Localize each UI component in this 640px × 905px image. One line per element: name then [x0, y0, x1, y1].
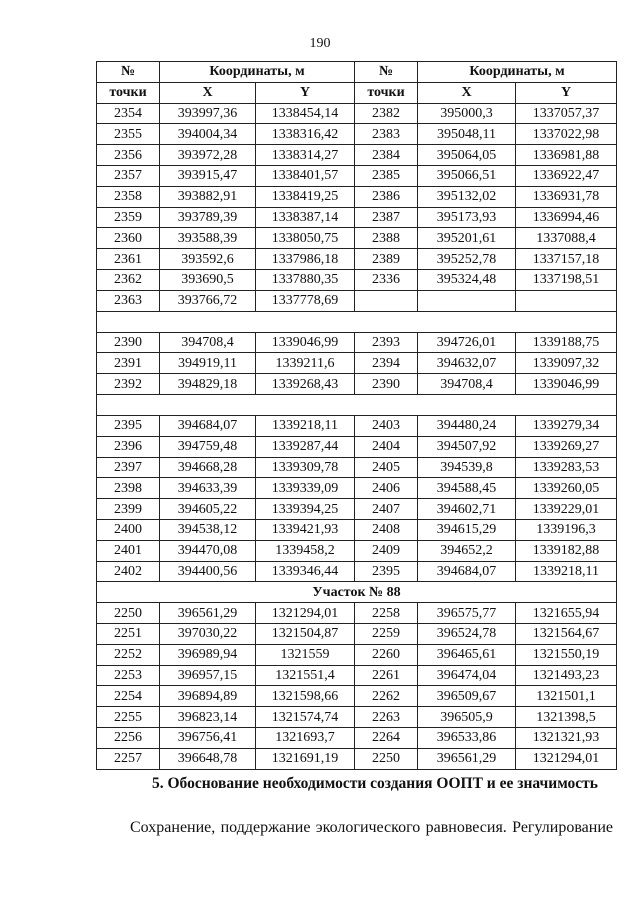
table-cell — [418, 290, 516, 311]
table-cell: 396474,04 — [418, 665, 516, 686]
table-cell: 2251 — [97, 623, 160, 644]
table-cell: 1338314,27 — [256, 145, 355, 166]
table-cell: 2354 — [97, 103, 160, 124]
table-cell: 2252 — [97, 644, 160, 665]
table-cell: 1338454,14 — [256, 103, 355, 124]
table-cell: 394668,28 — [160, 457, 256, 478]
table-cell: 393766,72 — [160, 290, 256, 311]
table-cell: 394605,22 — [160, 499, 256, 520]
table-cell: 2362 — [97, 269, 160, 290]
table-cell: 394632,07 — [418, 353, 516, 374]
table-cell: 2355 — [97, 124, 160, 145]
table-cell: 1321493,23 — [516, 665, 617, 686]
table-cell: 1339211,6 — [256, 353, 355, 374]
table-cell: 395173,93 — [418, 207, 516, 228]
table-row — [97, 748, 617, 769]
table-cell: 1336922,47 — [516, 165, 617, 186]
table-cell: 1321574,74 — [256, 707, 355, 728]
table-cell: 2401 — [97, 540, 160, 561]
table-cell: 393972,28 — [160, 145, 256, 166]
table-cell: 1336994,46 — [516, 207, 617, 228]
table-cell: 2360 — [97, 228, 160, 249]
table-row — [97, 561, 617, 582]
table-cell: 1321655,94 — [516, 603, 617, 624]
table-row — [97, 540, 617, 561]
table-cell: 2261 — [355, 665, 418, 686]
table-cell: 2396 — [97, 436, 160, 457]
table-cell: 396756,41 — [160, 727, 256, 748]
table-cell: 2254 — [97, 686, 160, 707]
table-cell: 395066,51 — [418, 165, 516, 186]
table-cell — [355, 290, 418, 311]
table-cell: 2395 — [97, 415, 160, 436]
table-cell: 2357 — [97, 165, 160, 186]
table-row — [97, 519, 617, 540]
header-num-sub: точки — [97, 82, 160, 103]
table-cell: 1339309,78 — [256, 457, 355, 478]
table-cell: 395048,11 — [418, 124, 516, 145]
table-row — [97, 228, 617, 249]
table-cell: 393997,36 — [160, 103, 256, 124]
table-row — [97, 103, 617, 124]
table-cell: 393690,5 — [160, 269, 256, 290]
table-cell: 1338419,25 — [256, 186, 355, 207]
table-cell: 2255 — [97, 707, 160, 728]
table-cell: 2385 — [355, 165, 418, 186]
table-cell: 2258 — [355, 603, 418, 624]
table-row — [97, 353, 617, 374]
table-cell: 394602,71 — [418, 499, 516, 520]
table-cell: 1339279,34 — [516, 415, 617, 436]
table-cell: 2250 — [97, 603, 160, 624]
table-cell: 2400 — [97, 519, 160, 540]
table-cell: 1321550,19 — [516, 644, 617, 665]
header-x: X — [418, 82, 516, 103]
table-cell: 1338401,57 — [256, 165, 355, 186]
table-cell: 1339394,25 — [256, 499, 355, 520]
table-row — [97, 727, 617, 748]
table-cell: 2408 — [355, 519, 418, 540]
table-cell: 2398 — [97, 478, 160, 499]
table-spacer-cell — [97, 311, 617, 332]
table-cell: 394615,29 — [418, 519, 516, 540]
table-row — [97, 207, 617, 228]
table-cell: 394919,11 — [160, 353, 256, 374]
table-row — [97, 269, 617, 290]
table-cell: 394759,48 — [160, 436, 256, 457]
table-cell: 2260 — [355, 644, 418, 665]
table-cell: 394652,2 — [418, 540, 516, 561]
table-cell: 1339458,2 — [256, 540, 355, 561]
table-cell: 1321693,7 — [256, 727, 355, 748]
table-row — [97, 665, 617, 686]
section-title: Участок № 88 — [97, 582, 617, 603]
table-cell: 395201,61 — [418, 228, 516, 249]
table-cell: 1337778,69 — [256, 290, 355, 311]
table-cell: 1321691,19 — [256, 748, 355, 769]
table-cell: 1321598,66 — [256, 686, 355, 707]
table-cell: 2397 — [97, 457, 160, 478]
table-cell: 1339260,05 — [516, 478, 617, 499]
table-cell: 2384 — [355, 145, 418, 166]
table-cell: 1337157,18 — [516, 249, 617, 270]
table-cell: 394538,12 — [160, 519, 256, 540]
table-cell: 2259 — [355, 623, 418, 644]
table-cell: 396823,14 — [160, 707, 256, 728]
table-cell: 393588,39 — [160, 228, 256, 249]
table-cell: 1337880,35 — [256, 269, 355, 290]
table-cell: 397030,22 — [160, 623, 256, 644]
table-cell: 395064,05 — [418, 145, 516, 166]
table-cell — [516, 290, 617, 311]
table-row — [97, 686, 617, 707]
table-cell: 2336 — [355, 269, 418, 290]
table-cell: 1339229,01 — [516, 499, 617, 520]
table-cell: 396509,67 — [418, 686, 516, 707]
table-cell: 396533,86 — [418, 727, 516, 748]
table-row — [97, 603, 617, 624]
table-row — [97, 145, 617, 166]
table-cell: 394588,45 — [418, 478, 516, 499]
table-cell: 1339283,53 — [516, 457, 617, 478]
table-cell: 1339046,99 — [516, 374, 617, 395]
table-cell: 2390 — [355, 374, 418, 395]
table-cell: 396575,77 — [418, 603, 516, 624]
table-cell: 2256 — [97, 727, 160, 748]
header-y: Y — [256, 82, 355, 103]
table-cell: 2263 — [355, 707, 418, 728]
table-cell: 1339182,88 — [516, 540, 617, 561]
table-cell: 2250 — [355, 748, 418, 769]
table-row — [97, 249, 617, 270]
table-cell: 394539,8 — [418, 457, 516, 478]
table-row — [97, 644, 617, 665]
table-cell: 2386 — [355, 186, 418, 207]
section-title-row — [97, 582, 617, 603]
table-cell: 394470,08 — [160, 540, 256, 561]
table-row — [97, 124, 617, 145]
table-cell: 395132,02 — [418, 186, 516, 207]
table-cell: 2405 — [355, 457, 418, 478]
table-cell: 1336931,78 — [516, 186, 617, 207]
table-spacer-row — [97, 311, 617, 332]
table-cell: 396648,78 — [160, 748, 256, 769]
table-cell: 393789,39 — [160, 207, 256, 228]
table-cell: 1337022,98 — [516, 124, 617, 145]
header-coords: Координаты, м — [160, 62, 355, 83]
table-cell: 2391 — [97, 353, 160, 374]
table-row — [97, 457, 617, 478]
table-cell: 1339218,11 — [516, 561, 617, 582]
table-cell: 2394 — [355, 353, 418, 374]
table-cell: 1337057,37 — [516, 103, 617, 124]
table-cell: 1339269,27 — [516, 436, 617, 457]
table-cell: 2404 — [355, 436, 418, 457]
table-cell: 1321294,01 — [516, 748, 617, 769]
table-cell: 2264 — [355, 727, 418, 748]
header-num-sub: точки — [355, 82, 418, 103]
table-cell: 1337986,18 — [256, 249, 355, 270]
table-cell: 2395 — [355, 561, 418, 582]
table-cell: 1321559 — [256, 644, 355, 665]
table-cell: 393915,47 — [160, 165, 256, 186]
section-heading: 5. Обоснование необходимости создания ООПТ и ее значимость — [152, 775, 598, 792]
table-cell: 394633,39 — [160, 478, 256, 499]
table-row — [97, 165, 617, 186]
table-cell: 2363 — [97, 290, 160, 311]
table-row — [97, 623, 617, 644]
table-cell: 1339346,44 — [256, 561, 355, 582]
table-cell: 1321551,4 — [256, 665, 355, 686]
table-cell: 2257 — [97, 748, 160, 769]
table-cell: 394708,4 — [418, 374, 516, 395]
table-cell: 2388 — [355, 228, 418, 249]
table-cell: 1339196,3 — [516, 519, 617, 540]
table-cell: 394004,34 — [160, 124, 256, 145]
table-cell: 1339287,44 — [256, 436, 355, 457]
table-cell: 2382 — [355, 103, 418, 124]
table-cell: 2361 — [97, 249, 160, 270]
table-cell: 1321398,5 — [516, 707, 617, 728]
table-cell: 393592,6 — [160, 249, 256, 270]
table-cell: 1339268,43 — [256, 374, 355, 395]
table-cell: 2392 — [97, 374, 160, 395]
table-cell: 396561,29 — [160, 603, 256, 624]
table-cell: 2262 — [355, 686, 418, 707]
table-cell: 2358 — [97, 186, 160, 207]
table-cell: 1337088,4 — [516, 228, 617, 249]
header-num: № — [355, 62, 418, 83]
table-cell: 395324,48 — [418, 269, 516, 290]
table-cell: 1321294,01 — [256, 603, 355, 624]
body-paragraph: Сохранение, поддержание экологического равновесия. Регулирование — [130, 819, 613, 836]
table-cell: 2402 — [97, 561, 160, 582]
table-row — [97, 436, 617, 457]
table-cell: 2406 — [355, 478, 418, 499]
header-coords: Координаты, м — [418, 62, 617, 83]
table-cell: 1339097,32 — [516, 353, 617, 374]
table-cell: 2407 — [355, 499, 418, 520]
table-cell: 1338387,14 — [256, 207, 355, 228]
table-cell: 1321321,93 — [516, 727, 617, 748]
table-cell: 1338316,42 — [256, 124, 355, 145]
table-cell: 2389 — [355, 249, 418, 270]
table-row — [97, 478, 617, 499]
table-cell: 394726,01 — [418, 332, 516, 353]
table-cell: 396465,61 — [418, 644, 516, 665]
table-cell: 2399 — [97, 499, 160, 520]
table-cell: 394684,07 — [418, 561, 516, 582]
table-cell: 2393 — [355, 332, 418, 353]
table-cell: 1321564,67 — [516, 623, 617, 644]
coordinates-table — [96, 61, 617, 770]
table-body — [97, 103, 617, 769]
table-cell: 396989,94 — [160, 644, 256, 665]
table-cell: 1321504,87 — [256, 623, 355, 644]
table-cell: 396894,89 — [160, 686, 256, 707]
table-cell: 394708,4 — [160, 332, 256, 353]
page-number: 190 — [309, 36, 331, 51]
table-cell: 393882,91 — [160, 186, 256, 207]
table-row — [97, 186, 617, 207]
table-cell: 2359 — [97, 207, 160, 228]
table-cell: 396524,78 — [418, 623, 516, 644]
table-cell: 2387 — [355, 207, 418, 228]
table-cell: 1339218,11 — [256, 415, 355, 436]
table-cell: 395000,3 — [418, 103, 516, 124]
header-x: X — [160, 82, 256, 103]
table-spacer-cell — [97, 394, 617, 415]
table-cell: 1339046,99 — [256, 332, 355, 353]
table-cell: 2390 — [97, 332, 160, 353]
table-cell: 2403 — [355, 415, 418, 436]
header-num: № — [97, 62, 160, 83]
table-cell: 1339339,09 — [256, 478, 355, 499]
table-cell: 394829,18 — [160, 374, 256, 395]
table-cell: 396505,9 — [418, 707, 516, 728]
table-cell: 1337198,51 — [516, 269, 617, 290]
table-row — [97, 332, 617, 353]
table-row — [97, 415, 617, 436]
table-cell: 396957,15 — [160, 665, 256, 686]
table-cell: 395252,78 — [418, 249, 516, 270]
table-cell: 2253 — [97, 665, 160, 686]
table-cell: 2356 — [97, 145, 160, 166]
table-cell: 1339188,75 — [516, 332, 617, 353]
table-cell: 2383 — [355, 124, 418, 145]
table-row — [97, 707, 617, 728]
table-spacer-row — [97, 394, 617, 415]
table-cell: 394507,92 — [418, 436, 516, 457]
table-cell: 396561,29 — [418, 748, 516, 769]
table-cell: 2409 — [355, 540, 418, 561]
table-row — [97, 499, 617, 520]
table-row — [97, 290, 617, 311]
header-y: Y — [516, 82, 617, 103]
table-cell: 1321501,1 — [516, 686, 617, 707]
table-cell: 1339421,93 — [256, 519, 355, 540]
table-cell: 394480,24 — [418, 415, 516, 436]
table-cell: 394684,07 — [160, 415, 256, 436]
table-cell: 1338050,75 — [256, 228, 355, 249]
table-row — [97, 374, 617, 395]
table-cell: 394400,56 — [160, 561, 256, 582]
table-cell: 1336981,88 — [516, 145, 617, 166]
